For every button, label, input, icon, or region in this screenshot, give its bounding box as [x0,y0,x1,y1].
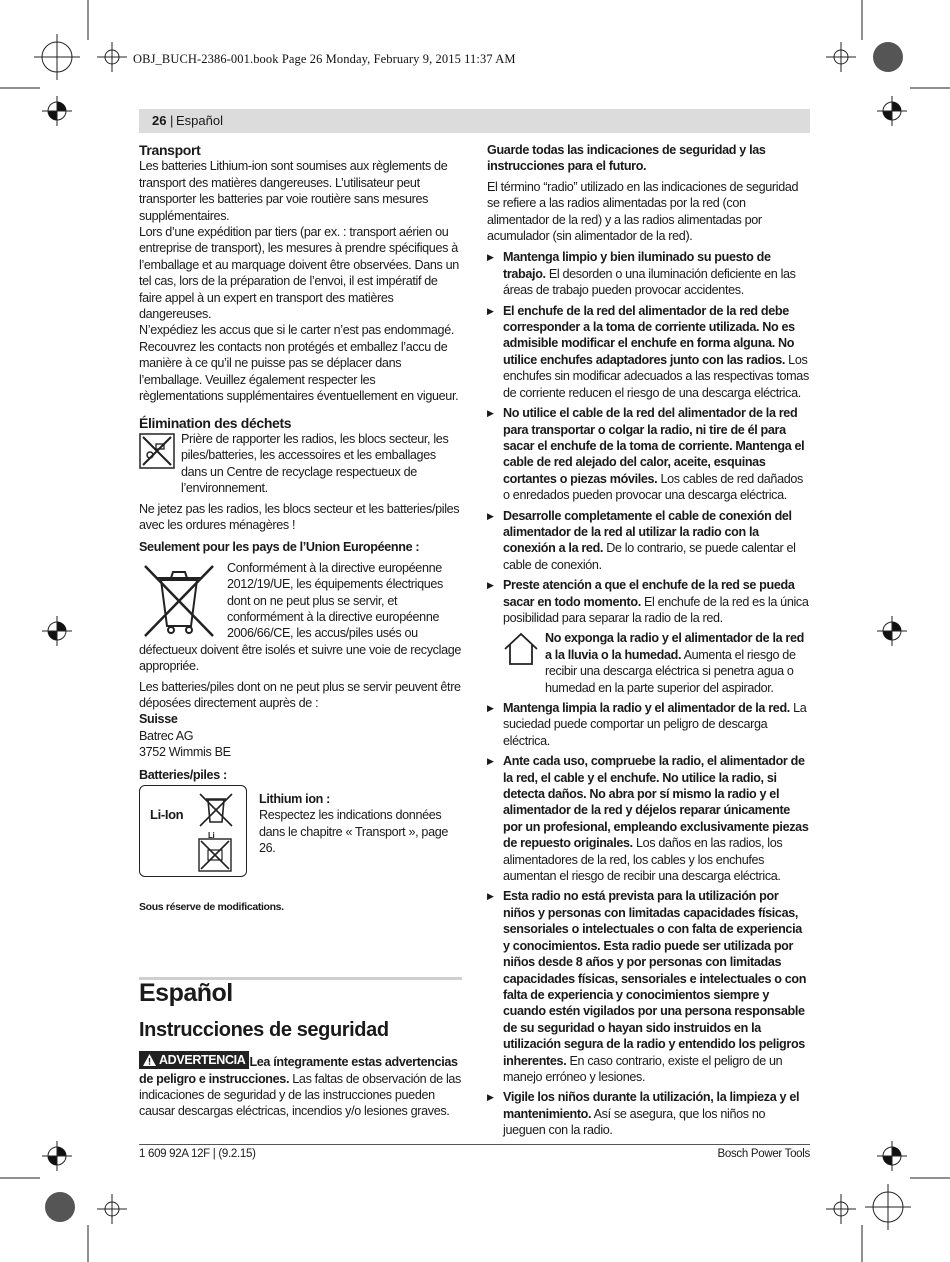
section-title-transport: Transport [139,142,201,158]
safety-item-text: En caso contrario, existe el peligro de un manejo erróneo y lesiones. [503,1053,783,1084]
safety-item [487,700,810,749]
company-name: Batrec AG [139,728,194,743]
house-warning [487,630,810,696]
safety-item-bold: Mantenga limpio y bien iluminado su puesto de trabajo. [503,250,771,281]
paragraph: N’expédiez les accus que si le carter n’est pas endommagé. Recouvrez les contacts non protégés et emballez l’accu de manière à ce qu’il ne puisse pas se déplacer dans l’emballage. Veuillez également respecter les règlementations supplémentaires éventuellement en vigueur. [139,323,459,404]
safety-item [487,577,810,626]
safety-item-text: Así se asegura, que los niños no jueguen con la radio. [503,1106,766,1138]
recycle-block [139,431,462,497]
safety-item-text: El desorden o una iluminación deficiente en las áreas de trabajo pueden provocar accidentes. [503,266,796,298]
warning-badge-text: ADVERTENCIA [159,1053,246,1067]
safety-item [487,405,810,503]
paragraph: Respectez les indications données dans le chapitre « Transport », page 26. [259,808,449,856]
section-title-elimination: Élimination des déchets [139,414,292,431]
radio-definition: El término “radio” utilizado en las indicaciones de seguridad se refiere a las radios alimentadas por la red (con alimentador de la red) y a las radios alimentadas por acumulador (sin alimentador de la red). [487,179,799,244]
safety-item-bold: El enchufe de la red del alimentador de la red debe corresponder a la toma de corriente utilizada. No es admisible modificar el enchufe en forma alguna. No utilice enchufes adaptadores junto con las radios. [503,303,795,367]
paragraph: Prière de rapporter les radios, les blocs secteur, les piles/batteries, les accessoires et les emballages dans un Centre de recyclage respectueux de l’environnement. [181,431,449,496]
paragraph: Lors d’une expédition par tiers (par ex. : transport aérien ou entreprise de transport), les mesures à prendre spécifiques à l’emballage et au marquage doivent être observées. Dans un tel cas, lors de la préparation de l’envoi, il est impératif de faire appel à un expert en transport des matières dangereuses. [139,225,459,322]
eu-block [139,560,462,675]
lithium-note [259,785,462,877]
company-address: 3752 Wimmis BE [139,745,231,760]
safety-item-bold: Preste atención a que el enchufe de la red se pueda sacar en todo momento. [503,578,795,609]
print-header: OBJ_BUCH-2386-001.book Page 26 Monday, February 9, 2015 11:37 AM [133,52,516,66]
footer-brand: Bosch Power Tools [717,1148,810,1160]
safety-item-text: La suciedad puede comportar un peligro de descarga eléctrica. [503,701,807,748]
battery-block [139,785,462,877]
safety-item [487,508,810,574]
batteries-subtitle: Batteries/piles : [139,767,227,782]
safety-item [487,753,810,884]
right-column [487,142,810,1143]
house-icon [503,632,539,666]
liion-symbol-box [139,785,247,877]
warning-block [139,1051,462,1120]
header-language: Español [176,113,223,128]
safety-item-text: Los cables de red dañados o enredados pueden provocar una descarga eléctrica. [503,471,803,503]
safety-title: Instrucciones de seguridad [139,1019,389,1041]
paragraph: Les batteries/piles dont on ne peut plus se servir peuvent être déposées directement auprès de : [139,679,461,710]
paragraph: Les batteries Lithium-ion sont soumises aux règlements de transport des matières dangereuses. L’utilisateur peut transporter les batteries par voie routière sans mesures supplémentaires. [139,159,448,223]
paragraph: Conformément à la directive européenne 2012/19/UE, les équipements électriques dont on ne peut plus se servir, et conformément à la directive européenne 2006/66/CE, les accus/piles usés ou défectueux doivent être isolés et suivre une voie de recyclage appropriée. [139,560,462,674]
keep-instructions: Guarde todas las indicaciones de seguridad y las instrucciones para el futuro. [487,143,766,174]
safety-item-bold: Mantenga limpia la radio y el alimentador de la red. [503,701,790,715]
page-number: 26 [152,113,167,128]
safety-item-text: Los daños en las radios, los alimentadores de la red, los cables y los enchufes aumentan el riesgo de recibir una descarga eléctrica. [503,836,783,884]
safety-item-bold: Vigile los niños durante la utilización, la limpieza y el mantenimiento. [503,1090,800,1121]
crossed-out-bin-icon [139,560,217,640]
safety-item-bold: Desarrolle completamente el cable de conexión del alimentador de la red al utilizar la radio con la conexión a la red. [503,508,792,556]
paragraph: Ne jetez pas les radios, les blocs secteur et les batteries/piles avec les ordures ménagères ! [139,501,460,532]
safety-item [487,249,810,298]
safety-item [487,303,810,401]
warning-badge [139,1051,249,1069]
safety-item-text: El enchufe de la red es la única posibilidad para separar la radio de la red. [503,594,809,625]
header-separator: | [170,113,174,128]
safety-item [487,1089,810,1138]
safety-item-bold: Esta radio no está prevista para la utilización por niños y personas con limitadas capacidades físicas, sensoriales o intelectuales o con falta de experiencia y conocimientos. Esta radio puede ser utilizada por niños desde 8 años y por personas con limitadas capacidades físicas, sensoriales e intelectuales o con falta de experiencia y conocimientos siempre y cuando estén vigilados por una persona responsable de su seguridad o hayan sido instruidos en la utilización segura de la radio y entendido los peligros inherentes. [503,889,807,1068]
house-warning-bold: No exponga la radio y el alimentador de la red a la lluvia o la humedad. [545,631,804,662]
warning-text: Las faltas de observación de las indicaciones de seguridad y de las instrucciones pueden causar descargas eléctricas, incendios y/o lesiones graves. [139,1071,461,1119]
eu-subtitle: Seulement pour les pays de l’Union Européenne : [139,540,420,555]
recycling-pictogram-icon [139,433,175,469]
lithium-title: Lithium ion : [259,792,330,807]
li-small-label: Li [208,831,215,841]
liion-label: Li-Ion [150,807,184,823]
safety-item-text: Los enchufes sin modificar adecuados a las respectivas tomas de corriente reducen el riesgo de una descarga eléctrica. [503,352,809,400]
safety-item-bold: Ante cada uso, compruebe la radio, el alimentador de la red, el cable y el enchufe. No utilice la radio, si detecta daños. No abra por sí mismo la radio y el alimentador de la red y déjelos reparar únicamente por un profesional, empleando exclusivamente piezas de repuesto originales. [503,754,809,851]
reserve-note: Sous réserve de modifications. [139,901,284,914]
warning-triangle-icon [143,1054,156,1066]
left-column [139,142,462,915]
recycle-box-icon [198,838,232,872]
house-warning-text: Aumenta el riesgo de recibir una descarga eléctrica si penetra agua o humedad en la parte superior del aspirador. [545,647,796,695]
running-header [139,109,810,133]
warning-bold: Lea íntegramente estas advertencias de peligro e instrucciones. [139,1055,458,1086]
safety-item [487,888,810,1085]
footer-docnumber: 1 609 92A 12F | (9.2.15) [139,1148,256,1160]
footer-rule [139,1144,810,1145]
safety-item-bold: No utilice el cable de la red del alimentador de la red para transportar o colgar la radio, ni tire de él para sacar el enchufe de la toma de corriente. Mantenga el cable de red alejado del calor, aceite, esquinas cortantes o piezas móviles. [503,406,805,486]
battery-bin-icon [196,790,236,830]
safety-item-text: De lo contrario, se puede calentar el cable de conexión. [503,541,796,572]
country-name: Suisse [139,712,178,727]
language-title: Español [139,979,233,1007]
